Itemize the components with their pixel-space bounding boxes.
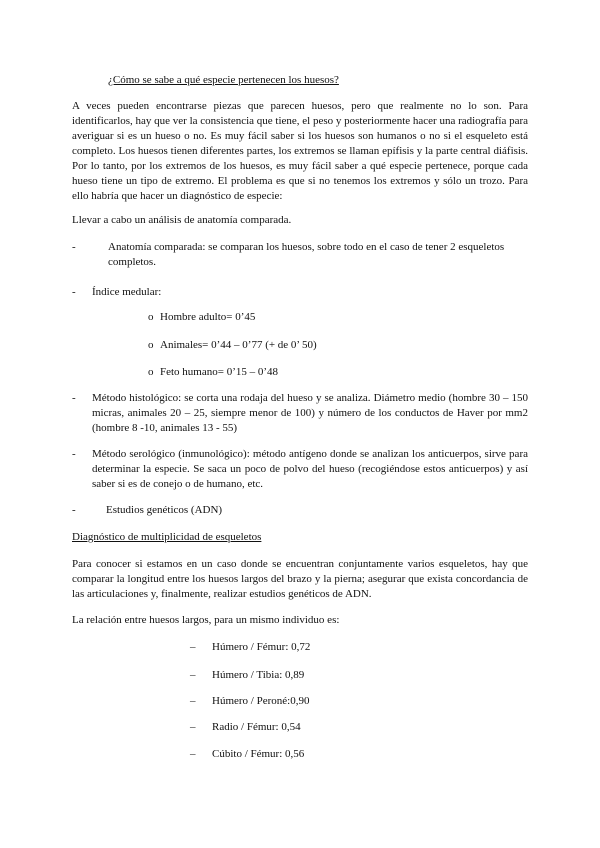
index-hombre: Hombre adulto= 0’45 bbox=[160, 311, 256, 323]
ratio-item bbox=[190, 694, 309, 709]
sub-item bbox=[148, 310, 255, 325]
index-feto: Feto humano= 0’15 – 0’48 bbox=[160, 366, 279, 378]
ratio-dash: – bbox=[190, 748, 196, 760]
method-anatomia: Anatomía comparada: se comparan los huesos, sobre todo en el caso de tener 2 esqueletos completos. bbox=[108, 241, 505, 268]
ratio-item bbox=[190, 668, 304, 683]
ratio-cubito-femur: Cúbito / Fémur: 0,56 bbox=[212, 748, 305, 760]
ratio-radio-femur: Radio / Fémur: 0,54 bbox=[212, 721, 301, 733]
bullet-dash: - bbox=[72, 241, 76, 253]
ratio-humero-femur: Húmero / Fémur: 0,72 bbox=[212, 641, 311, 653]
bullet-dash: - bbox=[72, 448, 76, 460]
page-title: ¿Cómo se sabe a qué especie pertenecen los huesos? bbox=[108, 74, 339, 86]
ratio-item bbox=[190, 720, 301, 735]
sub-item bbox=[148, 365, 278, 380]
index-animales: Animales= 0’44 – 0’77 (+ de 0’ 50) bbox=[160, 339, 317, 351]
analysis-intro: Llevar a cabo un análisis de anatomía comparada. bbox=[72, 214, 292, 226]
ratio-dash: – bbox=[190, 695, 196, 707]
ratio-item bbox=[190, 747, 304, 762]
ratio-humero-perone: Húmero / Peroné:0,90 bbox=[212, 695, 310, 707]
intro-paragraph: A veces pueden encontrarse piezas que parecen huesos, pero que realmente no lo son. Para identificarlos, hay que ver la consistencia que tiene, el peso y posteriormente hacer una radiografía para averiguar si es un hueso o no. Es muy fácil saber si los huesos son humanos o no si el esqueleto está completo. Los huesos tienen diferentes partes, los extremos se llaman epífisis y la parte central diáfisis. Por lo tanto, por los extremos de los huesos, es muy fácil saber a qué especie pertenece, porque cada hueso tiene un tipo de extremo. El problema es que si no tenemos los extremos y sólo un trozo. Para ello habría que hacer un diagnóstico de especie: bbox=[72, 100, 529, 202]
sub-item bbox=[148, 338, 317, 353]
multiplicity-paragraph: Para conocer si estamos en un caso donde se encuentran conjuntamente varios esqueletos, hay que comparar la longitud entre los huesos largos del brazo y la pierna; asegurar que exista concordancia de las articulaciones y, finalmente, realizar estudios genéticos de ADN. bbox=[72, 558, 528, 600]
ratio-dash: – bbox=[190, 669, 196, 681]
ratio-intro: La relación entre huesos largos, para un mismo individuo es: bbox=[72, 614, 340, 626]
ratio-humero-tibia: Húmero / Tibia: 0,89 bbox=[212, 669, 305, 681]
bullet-dash: - bbox=[72, 286, 76, 298]
ratio-dash: – bbox=[190, 721, 196, 733]
sub-marker: o bbox=[148, 366, 154, 378]
section-title: Diagnóstico de multiplicidad de esqueletos bbox=[72, 531, 262, 543]
sub-marker: o bbox=[148, 339, 154, 351]
method-histologico: Método histológico: se corta una rodaja del hueso y se analiza. Diámetro medio (hombre 30 – 150 micras, animales 20 – 25, siempre menor de 100) y número de los conductos de Haver por mm2 (hombre 8 -10, animales 13 - 55) bbox=[92, 392, 528, 434]
method-geneticos: Estudios genéticos (ADN) bbox=[106, 504, 223, 516]
ratio-dash: – bbox=[190, 641, 196, 653]
method-serologico: Método serológico (inmunológico): método antígeno donde se analizan los anticuerpos, sirve para determinar la especie. Se saca un poco de polvo del hueso (recogiéndose estos anticuerpos) y así saber si es de conejo o de humano, etc. bbox=[92, 448, 528, 490]
ratio-item bbox=[190, 640, 310, 655]
method-indice-medular: Índice medular: bbox=[92, 286, 162, 298]
bullet-dash: - bbox=[72, 392, 76, 404]
bullet-dash: - bbox=[72, 504, 76, 516]
sub-marker: o bbox=[148, 311, 154, 323]
